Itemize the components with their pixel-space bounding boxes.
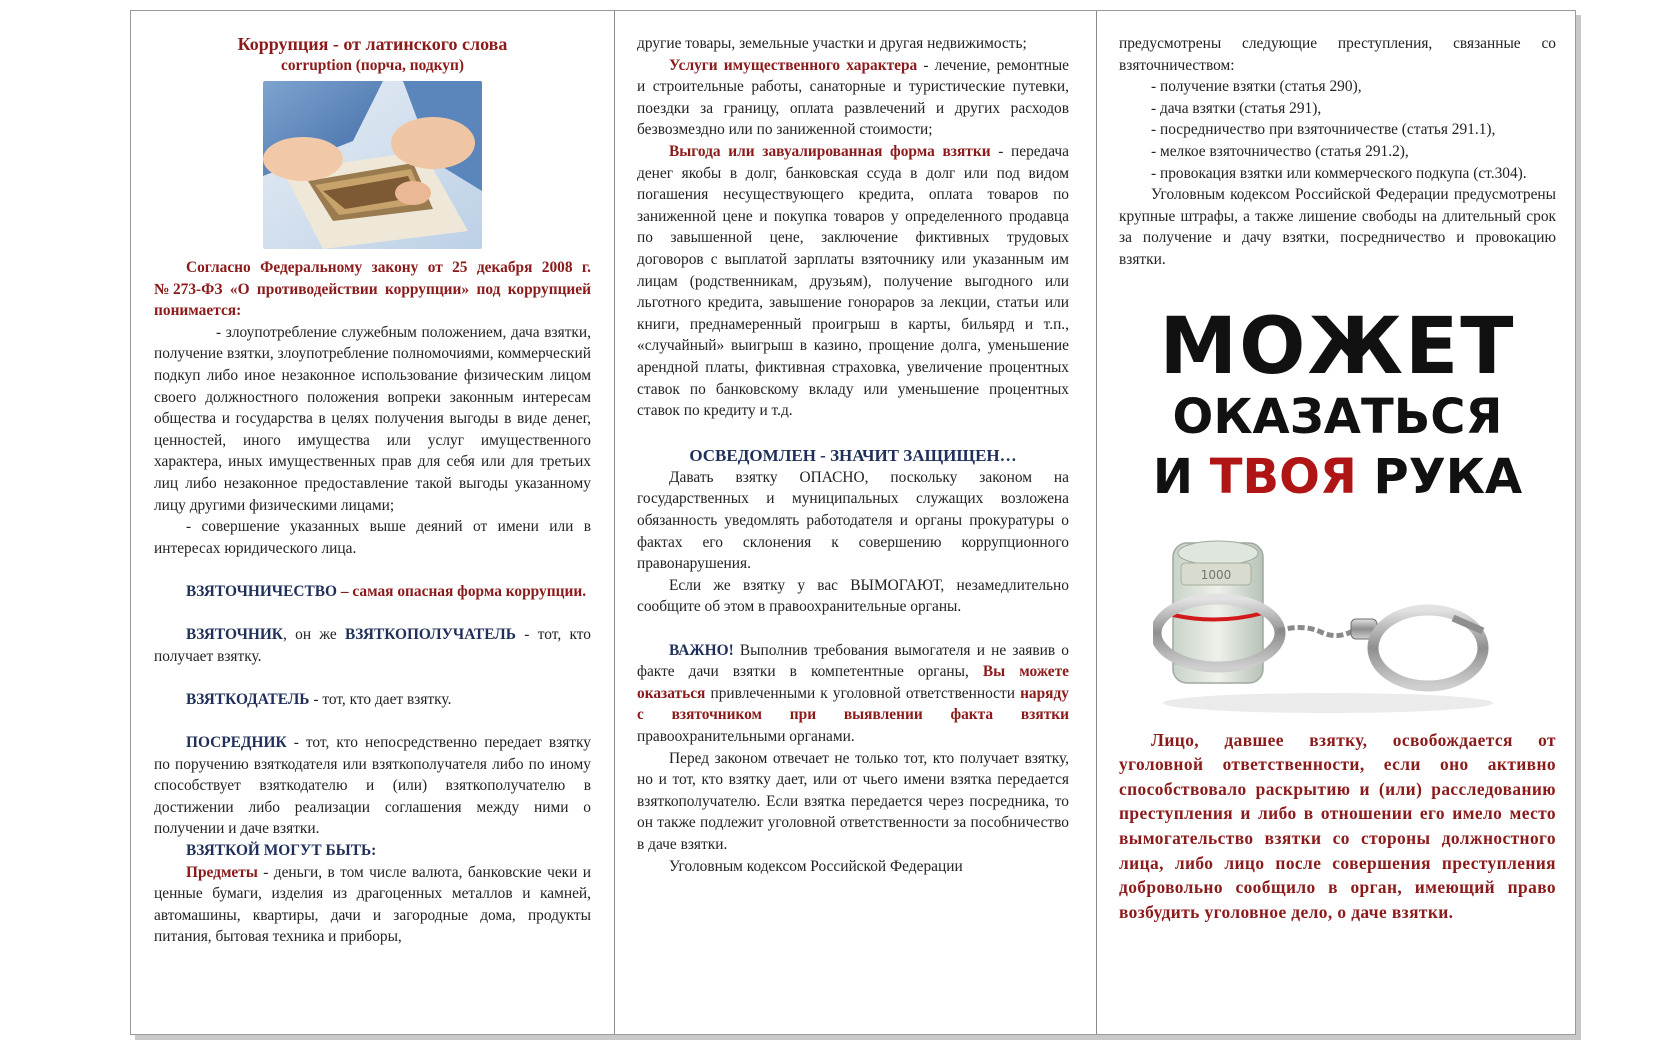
slogan-line-1: МОЖЕТ bbox=[1159, 301, 1516, 392]
law-intro: Согласно Федеральному закону от 25 декабря 2008 г. №273-ФЗ «О противодействии коррупции» под коррупцией понимается: bbox=[154, 259, 591, 320]
extortion-paragraph: Если же взятку у вас ВЫМОГАЮТ, незамедлительно сообщите об этом в правоохранительные органы. bbox=[637, 576, 1069, 616]
slogan bbox=[1119, 301, 1556, 507]
leaflet-sheet bbox=[130, 10, 1576, 1035]
banknote-denomination: 1000 bbox=[1200, 567, 1231, 582]
bribery-term: ВЗЯТОЧНИЧЕСТВО bbox=[186, 582, 337, 600]
services-definition: - лечение, ремонтные и строительные работы, санаторные и туристические путевки, поездки за границу, оплата развлечений и других расходов безвозмездно или по заниженной стоимости; bbox=[637, 56, 1069, 139]
important-warning-b: Вы можете оказаться bbox=[637, 663, 1069, 702]
bribe-taker-definition: - тот, кто получает взятку. bbox=[154, 626, 591, 665]
crime-item: - посредничество при взяточничестве (статья 291.1), bbox=[1151, 121, 1496, 139]
criminal-code-start: Уголовным кодексом Российской Федерации bbox=[669, 857, 963, 875]
bribe-giver-definition: - тот, кто дает взятку. bbox=[313, 690, 452, 708]
crime-item: - мелкое взяточничество (статья 291.2), bbox=[1151, 142, 1409, 160]
corruption-subtitle: corruption (порча, подкуп) bbox=[281, 57, 464, 74]
mediator-term: ПОСРЕДНИК bbox=[186, 734, 287, 752]
crimes-intro: предусмотрены следующие преступления, связанные со взяточничеством: bbox=[1119, 35, 1556, 74]
slogan-line-3 bbox=[1119, 447, 1556, 507]
bribe-giver-term: ВЗЯТКОДАТЕЛЬ bbox=[186, 690, 310, 708]
bribery-description: – самая опасная форма коррупции. bbox=[340, 582, 587, 600]
bribe-forms-heading: ВЗЯТКОЙ МОГУТ БЫТЬ: bbox=[186, 842, 377, 860]
penalties-paragraph: Уголовным кодексом Российской Федерации предусмотрены крупные штрафы, а также лишение свободы на длительный срок за получение и дачу взятки, посредничество и провокацию взятки. bbox=[1119, 186, 1556, 268]
column-1 bbox=[154, 11, 591, 1034]
mediator-definition: - тот, кто непосредственно передает взятку по поручению взяткодателя или взяткополучателя либо по иному способствует взяткодателю и (или) взяткополучателю в достижении либо реализации соглашения между ними о получении и даче взятки. bbox=[154, 734, 591, 838]
benefit-definition: - передача денег якобы в долг, банковская ссуда в долг или под видом погашения несуществующего кредита, оплата товаров по заниженной цене и покупка товаров у определенного продавца по завышенной цене, заключение фиктивных трудовых договоров с выплатой зарплаты взяточнику или указанным им лицам (родственникам, друзьям), получение выгодного или льготного кредита, завышение гонораров за лекции, статьи или книги, преднамеренный проигрыш в карты, бильярд и т.п., «случайный» выигрыш в казино, прощение долга, уменьшение арендной платы, фиктивная страховка, увеличение процентных ставок по банковскому вкладу или уменьшение процентных ставок по кредиту и т.д. bbox=[637, 142, 1070, 420]
column-2 bbox=[637, 11, 1069, 1034]
items-term: Предметы bbox=[186, 863, 258, 881]
informed-heading: ОСВЕДОМЛЕН - ЗНАЧИТ ЗАЩИЩЕН… bbox=[689, 446, 1017, 466]
important-warning-d: наряду с взяточником при выявлении факта взятки bbox=[637, 684, 1069, 724]
services-term: Услуги имущественного характера bbox=[669, 56, 918, 74]
bribe-taker-connector: , он же bbox=[282, 626, 337, 644]
fold-line-1 bbox=[614, 11, 615, 1034]
benefit-term: Выгода или завуалированная форма взятки bbox=[669, 142, 991, 160]
definition-2: - совершение указанных выше деяний от имени или в интересах юридического лица. bbox=[154, 518, 591, 557]
bribe-receiver-term: ВЗЯТКОПОЛУЧАТЕЛЬ bbox=[345, 626, 516, 644]
slogan-word-and: И bbox=[1152, 448, 1210, 505]
important-text-a: Выполнив требования вымогателя и не заявив о факте дачи взятки в компетентные органы, bbox=[637, 641, 1069, 681]
definition-1: - злоупотребление служебным положением, дача взятки, получение взятки, злоупотребление полномочиями, коммерческий подкуп либо иное незаконное использование физическим лицом своего должностного положения вопреки законным интересам общества и государства в целях получения выгоды в виде денег, ценностей, иного имущества или услуг имущественного характера, иных имущественных прав для себя или для третьих лиц либо незаконное предоставление такой выгоды указанному лицу другими физическими лицами; bbox=[154, 323, 591, 514]
important-text-e: правоохранительными органами. bbox=[637, 728, 855, 745]
crime-item: - получение взятки (статья 290), bbox=[1151, 78, 1362, 96]
slogan-line-2: ОКАЗАТЬСЯ bbox=[1172, 388, 1503, 445]
handcuffed-money-roll-image bbox=[1153, 523, 1523, 718]
bribe-taker-term: ВЗЯТОЧНИК bbox=[186, 626, 283, 644]
crime-item: - провокация взятки или коммерческого подкупа (ст.304). bbox=[1151, 164, 1527, 182]
crime-item: - дача взятки (статья 291), bbox=[1151, 99, 1322, 117]
important-text-c: привлеченными к уголовной ответственности bbox=[705, 684, 1021, 702]
fold-line-2 bbox=[1096, 11, 1097, 1034]
column-3 bbox=[1119, 11, 1556, 1034]
law-both-paragraph: Перед законом отвечает не только тот, кто получает взятку, но и тот, кто взятку дает, или от чьего имени взятка передается взяткополучателю. Если взятка передается через посредника, то он также подлежит уголовной ответственности за пособничество в даче взятки. bbox=[637, 749, 1069, 853]
slogan-word-your: ТВОЯ bbox=[1209, 448, 1357, 505]
release-from-liability-note: Лицо, давшее взятку, освобождается от уголовной ответственности, если оно активно способствовало раскрытию и (или) расследованию преступления и либо в отношении его имело место вымогательство взятки со стороны должностного лица, либо лицо после совершения преступления добровольно сообщило в орган, имеющий право возбудить уголовное дело, о даче взятки. bbox=[1119, 729, 1556, 922]
corruption-title: Коррупция - от латинского слова bbox=[237, 34, 508, 54]
important-term: ВАЖНО! bbox=[669, 641, 734, 659]
slogan-word-hand: РУКА bbox=[1356, 448, 1523, 505]
items-continuation: другие товары, земельные участки и другая недвижимость; bbox=[637, 35, 1027, 52]
envelope-money-photo bbox=[263, 81, 482, 249]
items-definition: - деньги, в том числе валюта, банковские чеки и ценные бумаги, изделия из драгоценных металлов и камней, автомашины, квартиры, дачи и загородные дома, продукты питания, бытовая техника и приборы, bbox=[154, 863, 591, 946]
danger-paragraph: Давать взятку ОПАСНО, поскольку законом на государственных и муниципальных служащих возложена обязанность уведомлять работодателя и органы прокуратуры о фактах его склонения к совершению коррупционного правонарушения. bbox=[637, 468, 1069, 573]
